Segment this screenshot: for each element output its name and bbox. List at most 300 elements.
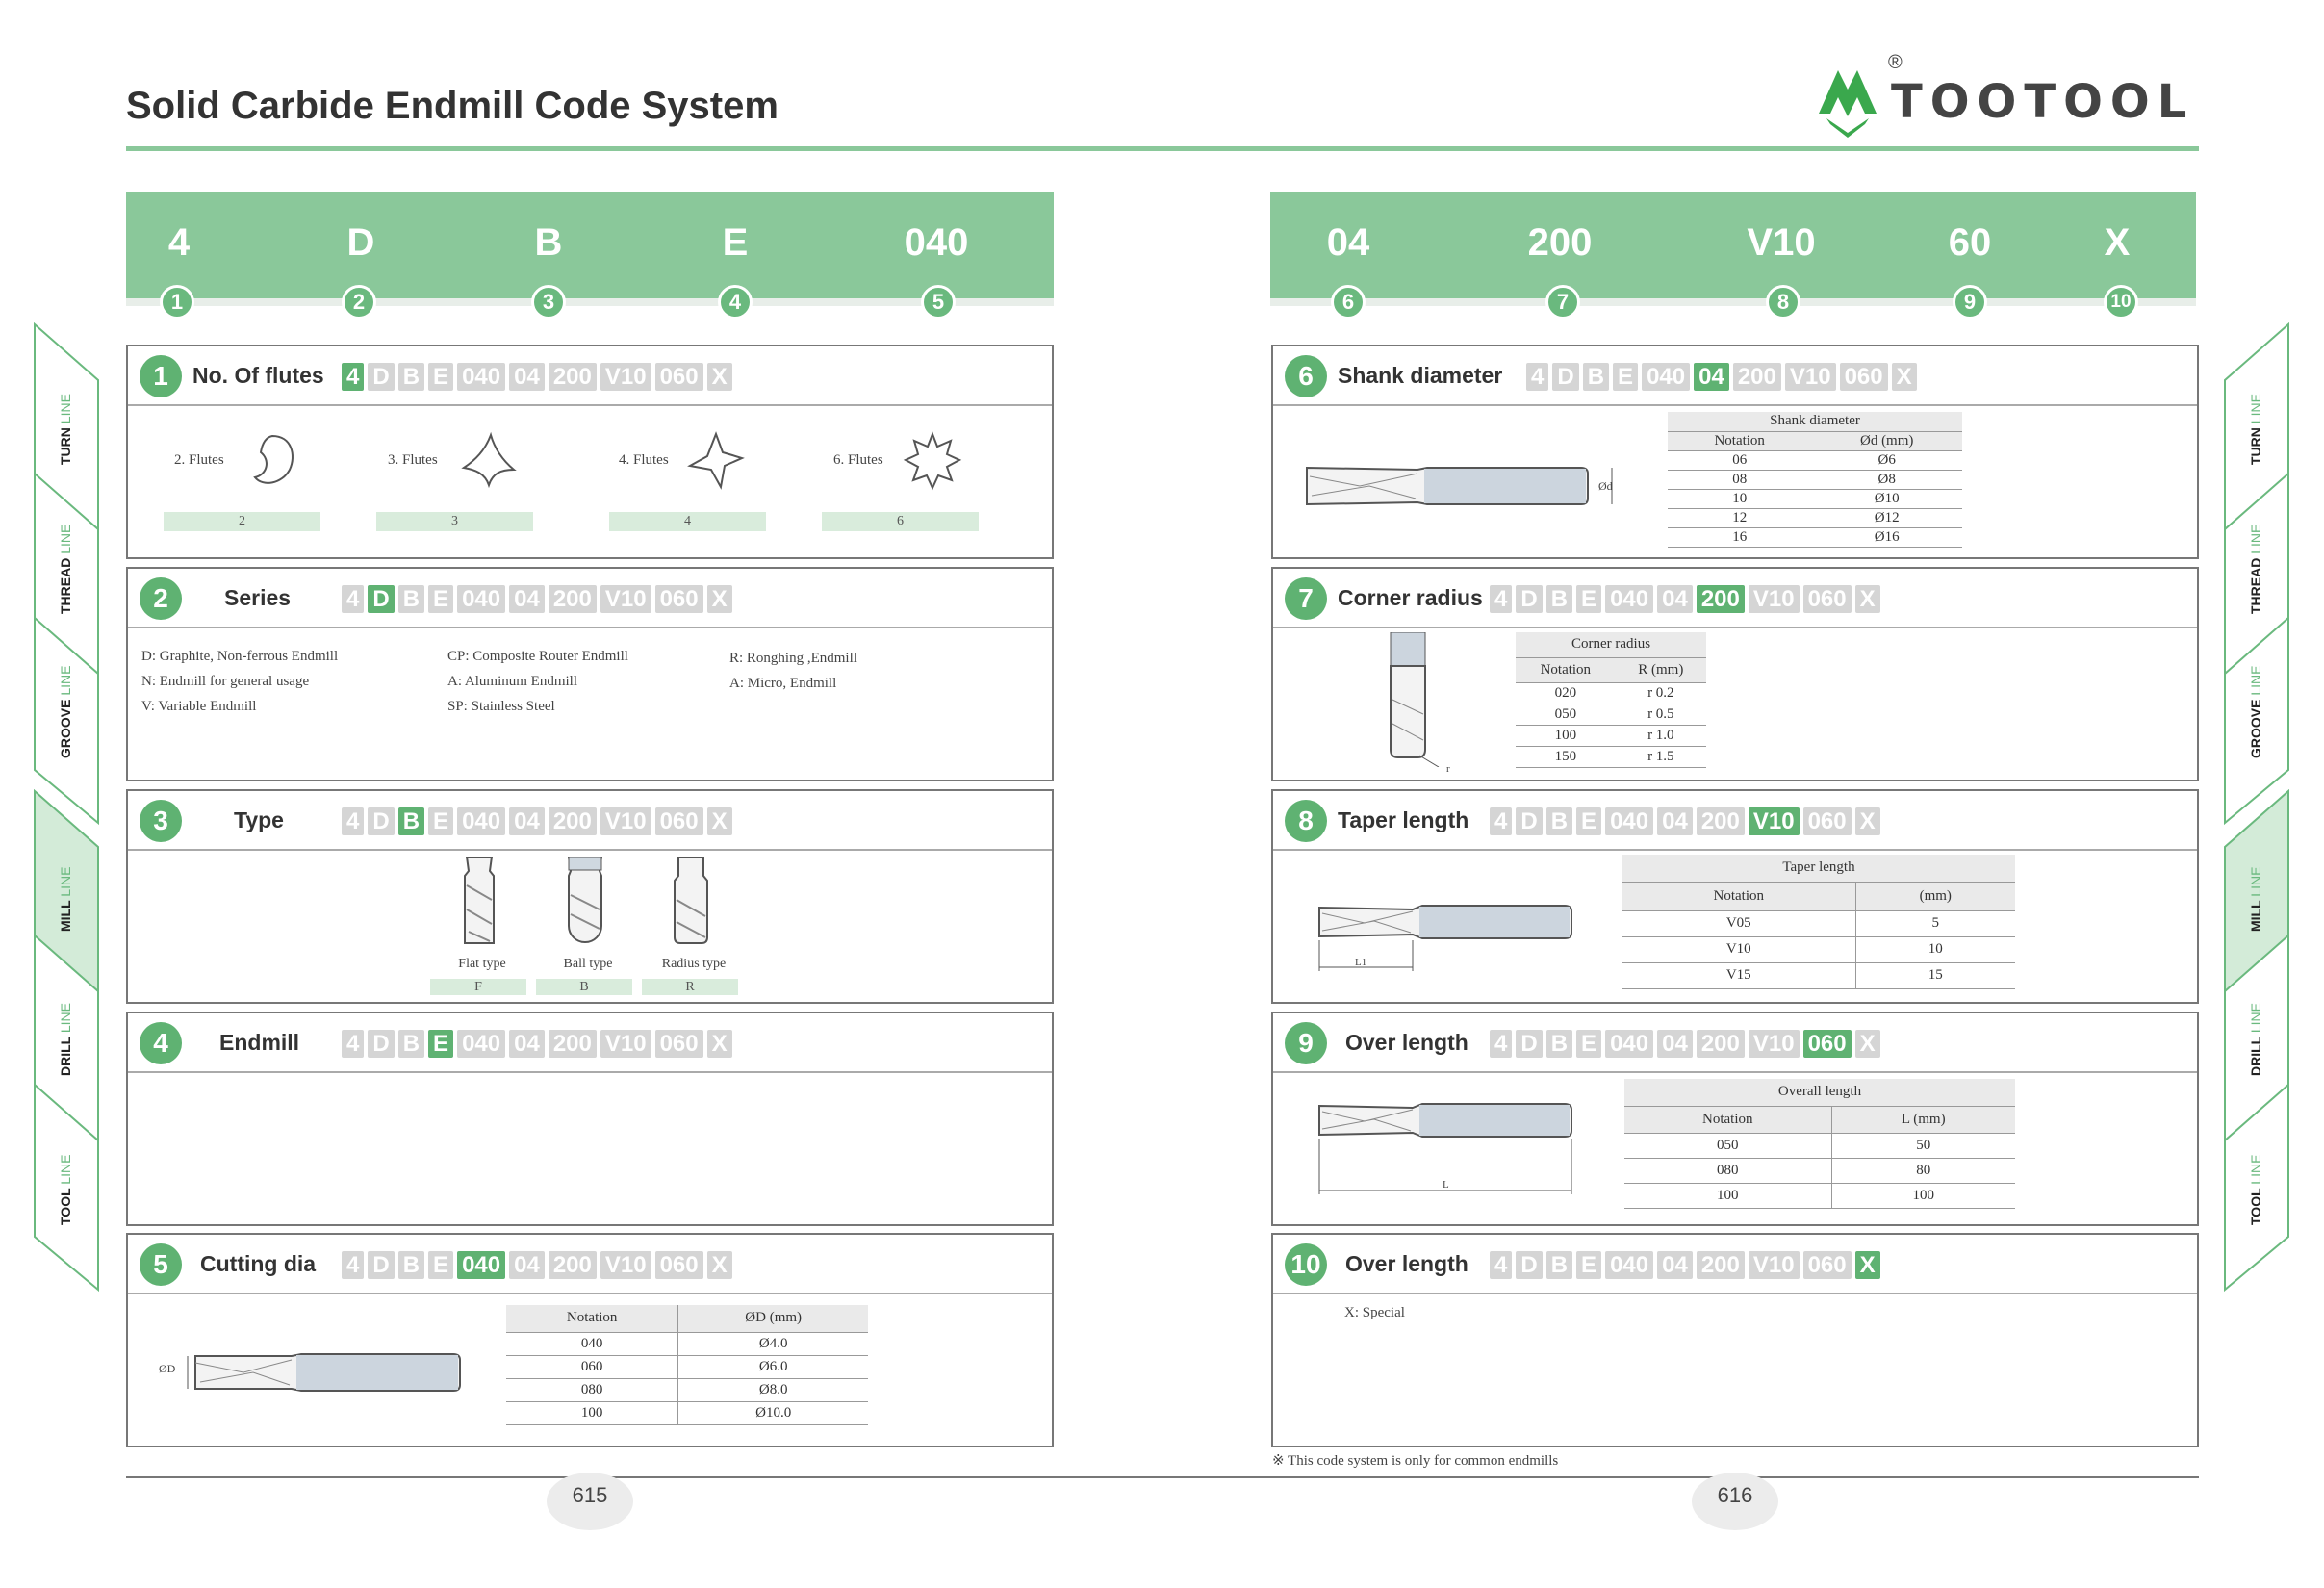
code-chip: E <box>1576 585 1601 613</box>
table-cell: V10 <box>1622 936 1855 962</box>
code-chip: 04 <box>509 1030 545 1058</box>
side-tab-mill[interactable] <box>58 867 73 932</box>
code-chip: V10 <box>600 363 651 391</box>
series-item: V: Variable Endmill <box>141 699 257 714</box>
section-special <box>1271 1233 2199 1447</box>
code-chip: 060 <box>655 1030 703 1058</box>
code-chip: 040 <box>457 1030 505 1058</box>
table-header: (mm) <box>1855 882 2015 910</box>
side-tab-label: TOOL <box>2248 1184 2263 1225</box>
code-index-badge: 1 <box>160 285 194 320</box>
table-row <box>506 1355 868 1378</box>
code-index-badge: 9 <box>1953 285 1987 320</box>
code-chips <box>342 1251 732 1279</box>
table-cell: Ø12 <box>1811 508 1962 527</box>
code-chip: 060 <box>1803 1251 1852 1279</box>
code-chip: D <box>368 807 394 835</box>
code-chip: 060 <box>655 1251 703 1279</box>
code-chip: 04 <box>509 585 545 613</box>
code-char: B <box>534 221 563 264</box>
table-header: Notation <box>1668 431 1811 450</box>
section-label: Type <box>234 807 284 832</box>
flute-code: 3 <box>376 512 533 531</box>
side-tab-groove[interactable] <box>58 666 73 758</box>
series-list-2 <box>447 644 628 719</box>
code-chip: E <box>1576 1251 1601 1279</box>
side-tab-suffix: LINE <box>2248 1154 2263 1185</box>
section-number: 5 <box>140 1243 182 1286</box>
type-code: F <box>430 979 526 995</box>
code-chips <box>1526 363 1917 391</box>
code-index-badge: 10 <box>2104 285 2138 320</box>
endmill-side-view-icon <box>1302 462 1634 510</box>
code-chip: D <box>1516 1251 1542 1279</box>
code-index-badge: 5 <box>921 285 956 320</box>
code-chip-active: V10 <box>1749 807 1800 835</box>
table-cell: 050 <box>1516 704 1616 725</box>
series-item: SP: Stainless Steel <box>447 699 555 714</box>
code-chip: D <box>368 1030 394 1058</box>
table-cell: r 1.5 <box>1616 746 1706 767</box>
code-chip-active: 040 <box>457 1251 505 1279</box>
code-chips <box>342 807 732 835</box>
side-tab-turn[interactable] <box>58 394 73 465</box>
table-cell: V15 <box>1622 962 1855 988</box>
code-chip: X <box>707 1251 732 1279</box>
table-cell: 50 <box>1831 1133 2015 1158</box>
side-tab-suffix: LINE <box>2248 866 2263 897</box>
code-chip: V10 <box>600 585 651 613</box>
table-cell: 10 <box>1855 936 2015 962</box>
code-chip: B <box>1583 363 1609 391</box>
table-row <box>1516 682 1706 704</box>
code-chip: D <box>1516 1030 1542 1058</box>
code-chip: E <box>1576 1030 1601 1058</box>
side-tab-label: GROOVE <box>2248 695 2263 758</box>
side-tab-suffix: LINE <box>2248 524 2263 554</box>
side-tab-label: DRILL <box>2248 1033 2263 1076</box>
section-over-length <box>1271 1012 2199 1226</box>
code-char: D <box>346 221 375 264</box>
code-chip: 04 <box>509 1251 545 1279</box>
code-chip: B <box>1546 585 1572 613</box>
code-chips <box>342 1030 732 1058</box>
brand-name: TOOTOOL <box>1891 75 2195 129</box>
code-chip: E <box>428 585 453 613</box>
flute-label: 2. Flutes <box>174 452 224 468</box>
section-header <box>128 1013 1052 1073</box>
two-flute-profile-icon <box>243 431 301 489</box>
table-cell: 06 <box>1668 450 1811 470</box>
code-chip-active: 04 <box>1694 363 1729 391</box>
code-chip: E <box>428 363 453 391</box>
code-chip: 200 <box>1697 1030 1745 1058</box>
table-cell: Ø10.0 <box>678 1401 868 1424</box>
code-chip: 060 <box>1840 363 1888 391</box>
code-chip-active: B <box>398 807 424 835</box>
code-index-badge: 3 <box>531 285 566 320</box>
code-chip: 04 <box>1657 1030 1693 1058</box>
table-row <box>506 1332 868 1355</box>
table-row <box>1622 962 2015 988</box>
section-number: 10 <box>1285 1243 1327 1286</box>
code-chip: V10 <box>1749 1030 1800 1058</box>
section-flutes <box>126 345 1054 559</box>
code-chip: B <box>398 1030 424 1058</box>
flute-code: 4 <box>609 512 766 531</box>
table-row <box>1668 508 1962 527</box>
table-cell: Ø10 <box>1811 489 1962 508</box>
table-title: Taper length <box>1622 855 2015 882</box>
table-cell: 08 <box>1668 470 1811 489</box>
code-chip: 04 <box>1657 1251 1693 1279</box>
code-chip: 4 <box>342 1251 364 1279</box>
table-title: Corner radius <box>1516 632 1706 657</box>
section-number: 9 <box>1285 1022 1327 1064</box>
code-chip: 4 <box>1490 1251 1512 1279</box>
series-list-1 <box>141 644 338 719</box>
section-series <box>126 567 1054 781</box>
code-chip: 200 <box>549 363 597 391</box>
table-header: Notation <box>1516 657 1616 682</box>
code-char: 60 <box>1948 221 1992 264</box>
code-chip: X <box>707 1030 732 1058</box>
table-row <box>1516 725 1706 746</box>
type-label: Ball type <box>563 957 613 971</box>
code-chip: V10 <box>600 1251 651 1279</box>
table-row <box>1624 1158 2015 1183</box>
registered-mark: ® <box>1888 52 1903 73</box>
section-number: 4 <box>140 1022 182 1064</box>
code-chip: B <box>398 585 424 613</box>
type-code: B <box>536 979 632 995</box>
code-chip: 060 <box>655 807 703 835</box>
code-char: 04 <box>1326 221 1370 264</box>
code-chips <box>342 585 732 613</box>
table-cell: 050 <box>1624 1133 1831 1158</box>
code-chip: D <box>1552 363 1578 391</box>
code-chip: 4 <box>342 807 364 835</box>
cutting-dia-table <box>506 1305 868 1425</box>
code-chip: D <box>1516 585 1542 613</box>
code-chip: X <box>707 807 732 835</box>
code-chips <box>1490 807 1880 835</box>
side-tab-label: TOOL <box>58 1184 73 1225</box>
table-cell: Ø4.0 <box>678 1332 868 1355</box>
type-code: R <box>642 979 738 995</box>
code-index-badge: 7 <box>1545 285 1580 320</box>
code-chip: X <box>1855 1030 1880 1058</box>
code-char: 4 <box>167 221 191 264</box>
diameter-label: ØD <box>159 1362 176 1375</box>
code-chip: 200 <box>549 1030 597 1058</box>
table-header: Notation <box>506 1305 678 1332</box>
table-cell: 080 <box>1624 1158 1831 1183</box>
code-chip-active: X <box>1855 1251 1880 1279</box>
table-cell: r 0.5 <box>1616 704 1706 725</box>
code-chip: E <box>428 1251 453 1279</box>
radius-endmill-icon <box>667 857 715 948</box>
code-chip: 4 <box>1490 807 1512 835</box>
four-flute-profile-icon <box>686 431 746 491</box>
table-header: Notation <box>1622 882 1855 910</box>
side-tab-thread[interactable] <box>58 525 73 614</box>
code-row-right <box>1270 192 2196 327</box>
code-chip: 040 <box>1605 1030 1653 1058</box>
section-label: Endmill <box>219 1030 300 1055</box>
flute-label: 3. Flutes <box>388 452 438 468</box>
code-chip: 04 <box>509 363 545 391</box>
radius-label: r <box>1446 763 1450 775</box>
logo-mark-icon <box>1809 61 1886 138</box>
code-chip: E <box>1576 807 1601 835</box>
code-chip: 200 <box>1733 363 1781 391</box>
section-header <box>128 346 1052 406</box>
special-note: X: Special <box>1344 1305 1405 1320</box>
code-chips <box>1490 1030 1880 1058</box>
table-cell: 020 <box>1516 682 1616 704</box>
table-cell: 060 <box>506 1355 678 1378</box>
code-chip: B <box>1546 1030 1572 1058</box>
taper-length-table <box>1622 855 2015 989</box>
section-label: Series <box>224 585 292 610</box>
code-chip: 4 <box>1526 363 1548 391</box>
table-row <box>1668 489 1962 508</box>
ball-endmill-icon <box>561 857 609 948</box>
side-tab-suffix: LINE <box>2248 1003 2263 1034</box>
shank-diameter-table <box>1668 412 1962 548</box>
section-number: 6 <box>1285 355 1327 397</box>
flat-endmill-icon <box>455 857 503 948</box>
table-header: R (mm) <box>1616 657 1706 682</box>
table-cell: r 0.2 <box>1616 682 1706 704</box>
code-chip-active: 060 <box>1803 1030 1852 1058</box>
table-cell: 100 <box>1516 725 1616 746</box>
series-item: CP: Composite Router Endmill <box>447 649 628 664</box>
table-cell: 10 <box>1668 489 1811 508</box>
series-item: R: Ronghing ,Endmill <box>729 651 857 666</box>
section-shank-diameter <box>1271 345 2199 559</box>
section-type <box>126 789 1054 1004</box>
code-index-badge: 6 <box>1331 285 1366 320</box>
table-row <box>1622 936 2015 962</box>
type-label: Flat type <box>458 957 506 971</box>
side-tab-mill[interactable] <box>2248 867 2263 932</box>
corner-radius-table <box>1516 632 1706 768</box>
side-tab-label: MILL <box>58 896 73 932</box>
table-cell: 15 <box>1855 962 2015 988</box>
code-chip: X <box>1855 807 1880 835</box>
code-char: 040 <box>904 221 969 264</box>
table-title: Shank diameter <box>1668 412 1962 431</box>
section-label: No. Of flutes <box>192 363 324 388</box>
side-tab-tool[interactable] <box>58 1155 73 1225</box>
code-chip: E <box>428 807 453 835</box>
flute-label: 4. Flutes <box>619 452 669 468</box>
section-number: 1 <box>140 355 182 397</box>
code-chip: 4 <box>342 585 364 613</box>
section-header <box>128 791 1052 851</box>
code-chips <box>342 363 732 391</box>
code-chip: X <box>1892 363 1917 391</box>
diameter-label: Ød <box>1598 479 1613 493</box>
code-chip: V10 <box>1749 585 1800 613</box>
section-label: Over length <box>1345 1030 1468 1055</box>
table-row <box>1624 1183 2015 1208</box>
side-tab-drill[interactable] <box>58 1003 73 1076</box>
table-cell: r 1.0 <box>1616 725 1706 746</box>
table-cell: Ø16 <box>1811 527 1962 547</box>
table-cell: Ø8.0 <box>678 1378 868 1401</box>
code-chip: X <box>707 585 732 613</box>
code-char: 200 <box>1527 221 1593 264</box>
series-item: N: Endmill for general usage <box>141 674 310 689</box>
code-chip: 040 <box>1605 585 1653 613</box>
page-title: Solid Carbide Endmill Code System <box>126 85 779 127</box>
code-chip: 040 <box>1605 807 1653 835</box>
code-chip: B <box>1546 807 1572 835</box>
endmill-side-view-icon <box>176 1348 465 1396</box>
table-row <box>1516 704 1706 725</box>
table-row <box>1622 910 2015 936</box>
section-header <box>128 1235 1052 1294</box>
section-number: 7 <box>1285 577 1327 620</box>
table-cell: 12 <box>1668 508 1811 527</box>
side-tab-suffix: LINE <box>58 524 73 554</box>
code-index-badge: 4 <box>718 285 753 320</box>
flute-code: 2 <box>164 512 320 531</box>
side-tab-suffix: LINE <box>58 866 73 897</box>
table-row <box>506 1401 868 1424</box>
side-tab-label: DRILL <box>58 1033 73 1076</box>
table-row <box>1668 470 1962 489</box>
table-row <box>1668 450 1962 470</box>
code-chip: D <box>368 363 394 391</box>
table-row <box>506 1378 868 1401</box>
code-chip: B <box>1546 1251 1572 1279</box>
table-cell: Ø8 <box>1811 470 1962 489</box>
table-row <box>1668 527 1962 547</box>
section-label: Over length <box>1345 1251 1468 1276</box>
section-number: 2 <box>140 577 182 620</box>
code-chip: 060 <box>655 363 703 391</box>
code-chip: V10 <box>600 1030 651 1058</box>
series-item: D: Graphite, Non-ferrous Endmill <box>141 649 339 664</box>
three-flute-profile-icon <box>460 431 518 489</box>
code-chip-active: 4 <box>342 363 364 391</box>
side-tab-suffix: LINE <box>58 1154 73 1185</box>
code-chip: 060 <box>1803 807 1852 835</box>
table-header: ØD (mm) <box>678 1305 868 1332</box>
code-chip-active: E <box>428 1030 453 1058</box>
table-header: L (mm) <box>1831 1106 2015 1133</box>
code-char: X <box>2104 221 2131 264</box>
side-tab-groove[interactable] <box>2248 666 2263 758</box>
side-tab-tool[interactable] <box>2248 1155 2263 1225</box>
code-chip: 4 <box>1490 1030 1512 1058</box>
table-cell: 040 <box>506 1332 678 1355</box>
section-cutting-dia <box>126 1233 1054 1447</box>
footer-rule <box>126 1476 2199 1478</box>
section-header <box>128 569 1052 628</box>
table-cell: 080 <box>506 1378 678 1401</box>
side-tab-label: TURN <box>2248 423 2263 465</box>
series-item: A: Micro, Endmill <box>729 676 837 691</box>
code-chip: 200 <box>549 807 597 835</box>
code-chip: 060 <box>1803 585 1852 613</box>
side-tab-suffix: LINE <box>2248 394 2263 424</box>
code-chip: 4 <box>1490 585 1512 613</box>
code-chip: V10 <box>1785 363 1836 391</box>
code-chip: 040 <box>457 807 505 835</box>
side-tab-drill[interactable] <box>2248 1003 2263 1076</box>
side-tab-suffix: LINE <box>58 665 73 696</box>
code-chips <box>1490 585 1880 613</box>
code-chip: X <box>707 363 732 391</box>
page-number-left: 615 <box>547 1473 633 1530</box>
six-flute-profile-icon <box>903 431 962 491</box>
side-tab-suffix: LINE <box>58 394 73 424</box>
code-chip: E <box>1613 363 1638 391</box>
table-row <box>1516 746 1706 767</box>
code-chip: 040 <box>457 585 505 613</box>
code-chip: B <box>398 1251 424 1279</box>
section-label: Corner radius <box>1338 585 1483 610</box>
section-header <box>1273 346 2197 406</box>
radius-endmill-icon <box>1381 632 1448 767</box>
side-tab-thread[interactable] <box>2248 525 2263 614</box>
side-tab-label: GROOVE <box>58 695 73 758</box>
type-label: Radius type <box>661 957 727 971</box>
section-taper-length <box>1271 789 2199 1004</box>
code-chip: 200 <box>1697 1251 1745 1279</box>
flute-code: 6 <box>822 512 979 531</box>
table-cell: Ø6 <box>1811 450 1962 470</box>
code-chip: V10 <box>600 807 651 835</box>
table-cell: 100 <box>506 1401 678 1424</box>
overall-length-label: L <box>1443 1179 1449 1191</box>
code-char: V10 <box>1747 221 1816 264</box>
brand-logo <box>1809 52 2204 142</box>
code-chip: 200 <box>549 1251 597 1279</box>
table-cell: 5 <box>1855 910 2015 936</box>
table-title: Overall length <box>1624 1079 2015 1106</box>
table-header: Ød (mm) <box>1811 431 1962 450</box>
table-cell: 100 <box>1831 1183 2015 1208</box>
section-label: Taper length <box>1338 807 1469 832</box>
footnote: ※ This code system is only for common endmills <box>1272 1453 1559 1469</box>
side-tab-label: MILL <box>2248 896 2263 932</box>
table-cell: 150 <box>1516 746 1616 767</box>
code-chip-active: 200 <box>1697 585 1745 613</box>
code-chip: 040 <box>457 363 505 391</box>
code-char: E <box>722 221 749 264</box>
side-tab-suffix: LINE <box>2248 665 2263 696</box>
side-tab-turn[interactable] <box>2248 394 2263 465</box>
side-tab-label: THREAD <box>2248 553 2263 614</box>
code-chip-active: D <box>368 585 394 613</box>
section-label: Cutting dia <box>200 1251 317 1276</box>
code-chip: 200 <box>549 585 597 613</box>
section-label: Shank diameter <box>1338 363 1503 388</box>
section-header <box>1273 1013 2197 1073</box>
table-row <box>1624 1133 2015 1158</box>
table-cell: 16 <box>1668 527 1811 547</box>
page-number-right: 616 <box>1692 1473 1778 1530</box>
side-tab-label: TURN <box>58 423 73 465</box>
side-tab-suffix: LINE <box>58 1003 73 1034</box>
code-chip: X <box>1855 585 1880 613</box>
